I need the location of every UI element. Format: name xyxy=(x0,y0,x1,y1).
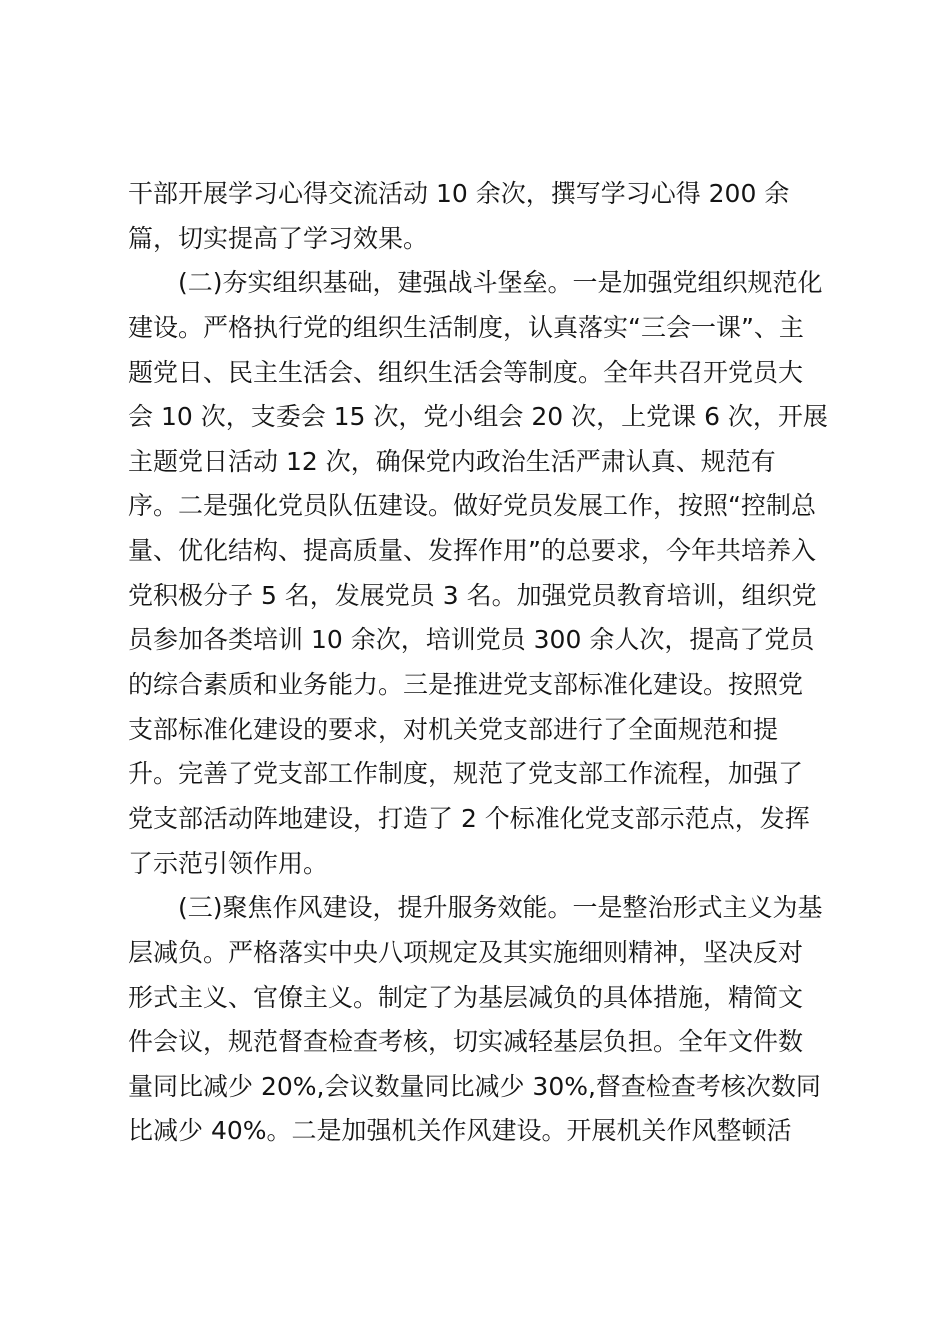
text-line: 主题党日活动 12 次，确保党内政治生活严肃认真、规范有 xyxy=(128,446,776,476)
text-line: 序。二是强化党员队伍建设。做好党员发展工作，按照“控制总 xyxy=(128,491,816,521)
text-line: 会 10 次，支委会 15 次，党小组会 20 次，上党课 6 次，开展 xyxy=(128,402,828,432)
text-line: 件会议，规范督查检查考核，切实减轻基层负担。全年文件数 xyxy=(128,1027,804,1057)
text-line: 建设。严格执行党的组织生活制度，认真落实“三会一课”、主 xyxy=(128,312,804,342)
text-line: 支部标准化建设的要求，对机关党支部进行了全面规范和提 xyxy=(128,714,779,744)
section-heading-line: (二)夯实组织基础，建强战斗堡垒。一是加强党组织规范化 xyxy=(178,268,823,298)
section-heading-line: (三)聚焦作风建设，提升服务效能。一是整治形式主义为基 xyxy=(178,893,823,923)
text-line: 层减负。严格落实中央八项规定及其实施细则精神，坚决反对 xyxy=(128,937,804,967)
text-line: 题党日、民主生活会、组织生活会等制度。全年共召开党员大 xyxy=(128,357,804,387)
text-line: 党支部活动阵地建设，打造了 2 个标准化党支部示范点，发挥 xyxy=(128,803,810,833)
text-line: 干部开展学习心得交流活动 10 余次，撰写学习心得 200 余 xyxy=(128,179,790,208)
text-line: 了示范引领作用。 xyxy=(128,848,329,878)
text-line: 量、优化结构、提高质量、发挥作用”的总要求，今年共培养入 xyxy=(128,536,816,566)
text-line: 形式主义、官僚主义。制定了为基层减负的具体措施，精简文 xyxy=(128,982,804,1012)
text-line: 比减少 40%。二是加强机关作风建设。开展机关作风整顿活 xyxy=(128,1116,792,1146)
text-line: 篇，切实提高了学习效果。 xyxy=(128,223,429,253)
text-line: 员参加各类培训 10 余次，培训党员 300 余人次，提高了党员 xyxy=(128,625,815,655)
text-line: 的综合素质和业务能力。三是推进党支部标准化建设。按照党 xyxy=(128,670,804,700)
text-line: 升。完善了党支部工作制度，规范了党支部工作流程，加强了 xyxy=(128,759,804,789)
text-line: 党积极分子 5 名，发展党员 3 名。加强党员教育培训，组织党 xyxy=(128,580,817,610)
body-text xyxy=(128,174,832,1156)
text-line: 量同比减少 20%,会议数量同比减少 30%,督查检查考核次数同 xyxy=(128,1071,821,1101)
